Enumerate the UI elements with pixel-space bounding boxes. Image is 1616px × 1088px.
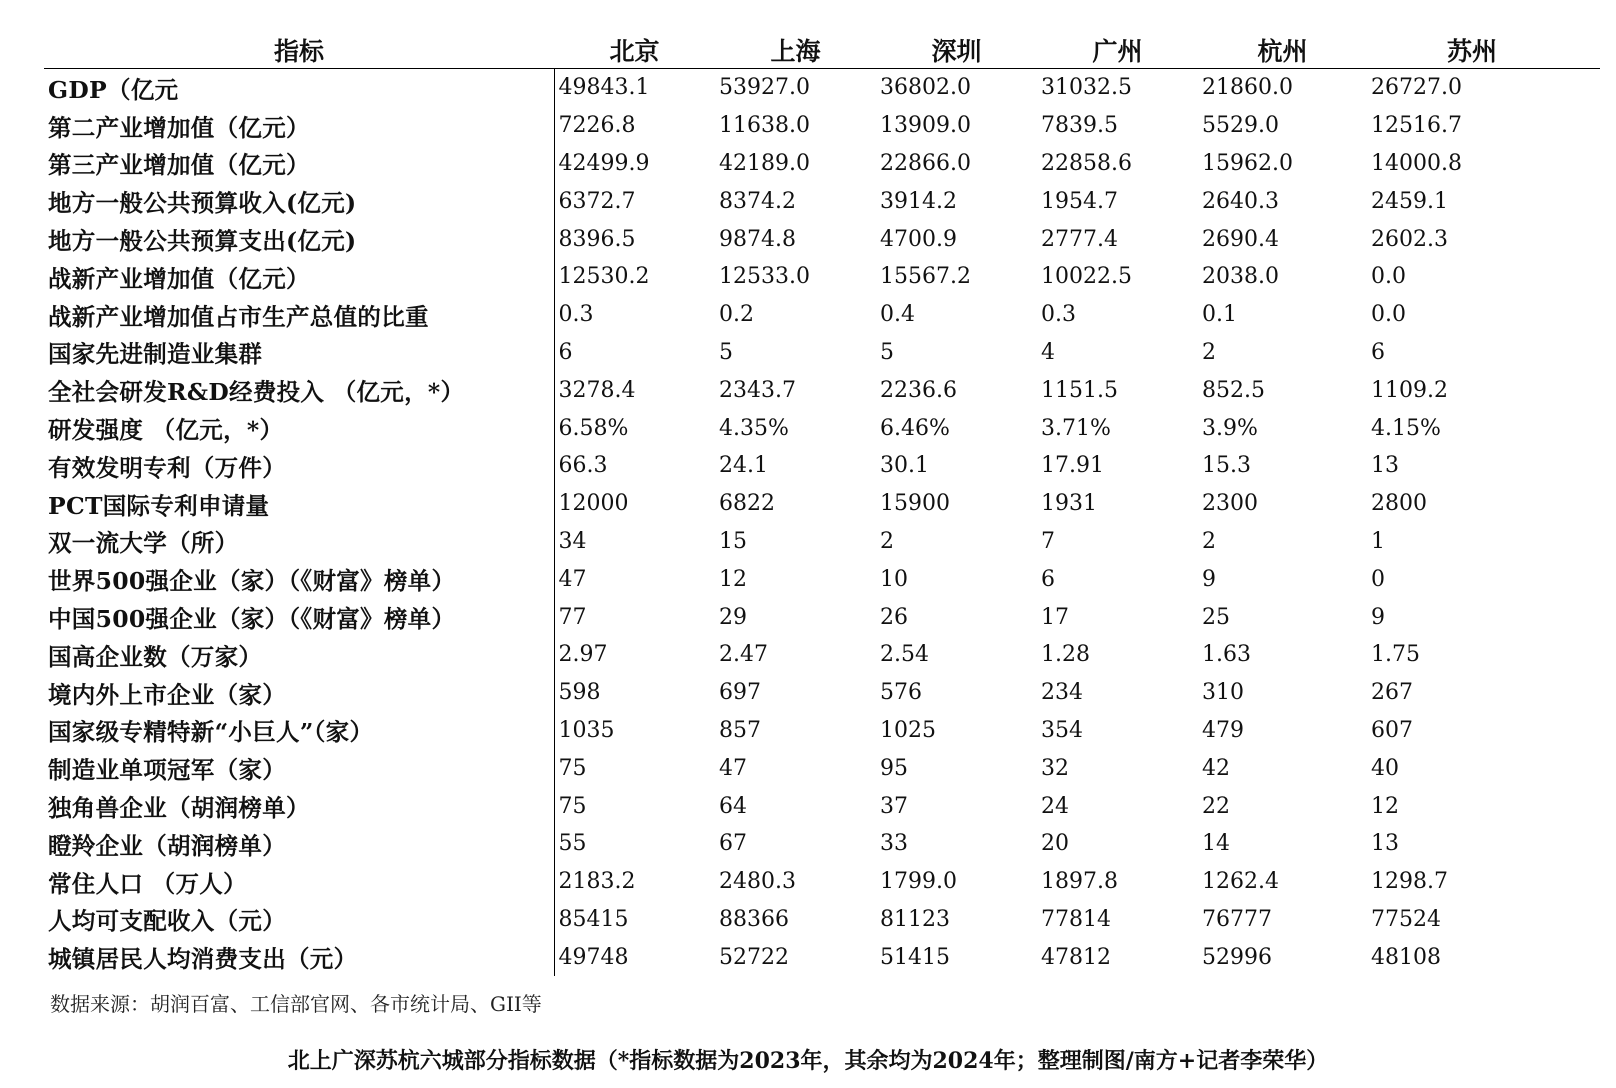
table-body — [44, 69, 1600, 977]
value-cell: 598 — [558, 680, 601, 706]
value-cell: 0.3 — [558, 302, 594, 328]
value-cell: 30.1 — [880, 453, 929, 479]
value-cell: 2.47 — [719, 642, 768, 668]
value-cell: 6 — [558, 339, 573, 365]
value-cell: 3.9% — [1202, 415, 1258, 441]
table-row — [44, 145, 1600, 183]
value-cell: 77 — [558, 604, 587, 630]
value-cell: 0.4 — [880, 302, 915, 328]
indicator-label: 瞪羚企业（胡润榜单） — [44, 825, 554, 863]
table-row — [44, 749, 1600, 787]
city-column-header: 北京 — [554, 32, 715, 69]
value-cell: 24.1 — [719, 453, 768, 479]
indicator-label: 地方一般公共预算收入(亿元) — [44, 182, 554, 220]
indicator-label: 世界500强企业（家）（《财富》榜单） — [44, 560, 554, 598]
value-cell: 9 — [1202, 566, 1216, 592]
value-cell: 8396.5 — [558, 226, 636, 252]
value-cell: 24 — [1041, 793, 1069, 819]
value-cell: 6.46% — [880, 415, 950, 441]
value-cell: 6 — [1041, 566, 1055, 592]
indicator-label: 独角兽企业（胡润榜单） — [44, 787, 554, 825]
value-cell: 2690.4 — [1202, 226, 1279, 252]
value-cell: 76777 — [1202, 906, 1272, 932]
value-cell: 20 — [1041, 831, 1069, 857]
value-cell: 14000.8 — [1371, 150, 1462, 176]
value-cell: 607 — [1371, 717, 1413, 743]
value-cell: 22858.6 — [1041, 150, 1132, 176]
value-cell: 75 — [558, 755, 587, 781]
value-cell: 15567.2 — [880, 264, 971, 290]
table-row — [44, 712, 1600, 750]
value-cell: 12533.0 — [719, 264, 810, 290]
value-cell: 2.97 — [558, 642, 608, 668]
value-cell: 0 — [1371, 566, 1385, 592]
value-cell: 66.3 — [558, 453, 608, 479]
table-row — [44, 938, 1600, 976]
value-cell: 5 — [880, 339, 894, 365]
table-row — [44, 371, 1600, 409]
value-cell: 2343.7 — [719, 377, 796, 403]
value-cell: 852.5 — [1202, 377, 1265, 403]
value-cell: 22866.0 — [880, 150, 971, 176]
value-cell: 0.3 — [1041, 302, 1076, 328]
value-cell: 234 — [1041, 680, 1083, 706]
indicator-label: 国高企业数（万家） — [44, 636, 554, 674]
value-cell: 1035 — [558, 717, 615, 743]
value-cell: 2 — [880, 528, 894, 554]
value-cell: 22 — [1202, 793, 1230, 819]
city-column-header: 广州 — [1037, 32, 1198, 69]
value-cell: 7226.8 — [558, 113, 636, 139]
indicator-label: 全社会研发R&D经费投入 （亿元，*） — [44, 371, 554, 409]
value-cell: 81123 — [880, 906, 950, 932]
figure-caption: 北上广深苏杭六城部分指标数据（*指标数据为2023年，其余均为2024年；整理制图/南方+记者李荣华） — [287, 1048, 1329, 1074]
value-cell: 2800 — [1371, 491, 1427, 517]
table-row — [44, 674, 1600, 712]
value-cell: 2777.4 — [1041, 226, 1118, 252]
table-row — [44, 787, 1600, 825]
indicator-label: 境内外上市企业（家） — [44, 674, 554, 712]
value-cell: 49748 — [558, 944, 629, 970]
table-row — [44, 69, 1600, 107]
value-cell: 15900 — [880, 491, 950, 517]
value-cell: 52996 — [1202, 944, 1272, 970]
value-cell: 15962.0 — [1202, 150, 1293, 176]
value-cell: 4 — [1041, 339, 1055, 365]
value-cell: 77814 — [1041, 906, 1111, 932]
value-cell: 1.63 — [1202, 642, 1251, 668]
table-row — [44, 560, 1600, 598]
value-cell: 2300 — [1202, 491, 1258, 517]
city-column-header: 杭州 — [1198, 32, 1367, 69]
indicator-label: 第二产业增加值（亿元） — [44, 107, 554, 145]
value-cell: 1954.7 — [1041, 188, 1118, 214]
table-row — [44, 485, 1600, 523]
city-column-header: 苏州 — [1367, 32, 1600, 69]
city-column-header: 上海 — [715, 32, 876, 69]
value-cell: 47 — [558, 566, 587, 592]
value-cell: 12530.2 — [558, 264, 650, 290]
table-row — [44, 182, 1600, 220]
indicator-label: 城镇居民人均消费支出（元） — [44, 938, 554, 976]
value-cell: 13 — [1371, 831, 1399, 857]
value-cell: 14 — [1202, 831, 1230, 857]
value-cell: 697 — [719, 680, 761, 706]
value-cell: 3914.2 — [880, 188, 957, 214]
value-cell: 15.3 — [1202, 453, 1251, 479]
indicator-column-header: 指标 — [44, 32, 554, 69]
value-cell: 31032.5 — [1041, 75, 1132, 101]
indicator-label: 人均可支配收入（元） — [44, 901, 554, 939]
value-cell: 576 — [880, 680, 922, 706]
value-cell: 25 — [1202, 604, 1230, 630]
value-cell: 1799.0 — [880, 869, 957, 895]
value-cell: 3278.4 — [558, 377, 636, 403]
value-cell: 33 — [880, 831, 908, 857]
table-row — [44, 863, 1600, 901]
value-cell: 0.1 — [1202, 302, 1237, 328]
value-cell: 42189.0 — [719, 150, 810, 176]
value-cell: 40 — [1371, 755, 1399, 781]
value-cell: 77524 — [1371, 906, 1441, 932]
table-row — [44, 636, 1600, 674]
value-cell: 1.28 — [1041, 642, 1090, 668]
value-cell: 26727.0 — [1371, 75, 1462, 101]
indicator-label: PCT国际专利申请量 — [44, 485, 554, 523]
value-cell: 13909.0 — [880, 113, 971, 139]
value-cell: 6 — [1371, 339, 1385, 365]
value-cell: 34 — [558, 528, 587, 554]
indicator-label: 第三产业增加值（亿元） — [44, 145, 554, 183]
value-cell: 2236.6 — [880, 377, 957, 403]
value-cell: 26 — [880, 604, 908, 630]
value-cell: 47 — [719, 755, 747, 781]
table-row — [44, 825, 1600, 863]
indicator-label: 研发强度 （亿元，*） — [44, 409, 554, 447]
value-cell: 2 — [1202, 339, 1216, 365]
value-cell: 310 — [1202, 680, 1244, 706]
table-row — [44, 523, 1600, 561]
value-cell: 21860.0 — [1202, 75, 1293, 101]
value-cell: 5529.0 — [1202, 113, 1279, 139]
value-cell: 0.2 — [719, 302, 754, 328]
table-row — [44, 296, 1600, 334]
value-cell: 47812 — [1041, 944, 1111, 970]
table-row — [44, 334, 1600, 372]
value-cell: 42 — [1202, 755, 1230, 781]
value-cell: 7 — [1041, 528, 1055, 554]
indicator-label: 国家先进制造业集群 — [44, 334, 554, 372]
value-cell: 9 — [1371, 604, 1385, 630]
value-cell: 2640.3 — [1202, 188, 1279, 214]
value-cell: 11638.0 — [719, 113, 810, 139]
value-cell: 1262.4 — [1202, 869, 1279, 895]
value-cell: 51415 — [880, 944, 950, 970]
value-cell: 354 — [1041, 717, 1083, 743]
data-source-note: 数据来源：胡润百富、工信部官网、各市统计局、GII等 — [50, 992, 542, 1016]
value-cell: 52722 — [719, 944, 789, 970]
value-cell: 67 — [719, 831, 747, 857]
table-row — [44, 447, 1600, 485]
indicator-label: 战新产业增加值（亿元） — [44, 258, 554, 296]
indicator-label: 战新产业增加值占市生产总值的比重 — [44, 296, 554, 334]
indicator-label: 常住人口 （万人） — [44, 863, 554, 901]
value-cell: 75 — [558, 793, 587, 819]
value-cell: 12 — [719, 566, 747, 592]
value-cell: 42499.9 — [558, 150, 650, 176]
value-cell: 85415 — [558, 906, 629, 932]
value-cell: 5 — [719, 339, 733, 365]
value-cell: 2.54 — [880, 642, 929, 668]
value-cell: 17 — [1041, 604, 1069, 630]
table-header-row — [44, 32, 1600, 69]
indicator-label: 双一流大学（所） — [44, 523, 554, 561]
value-cell: 10 — [880, 566, 908, 592]
value-cell: 13 — [1371, 453, 1399, 479]
value-cell: 1025 — [880, 717, 936, 743]
value-cell: 64 — [719, 793, 747, 819]
value-cell: 1151.5 — [1041, 377, 1118, 403]
value-cell: 29 — [719, 604, 747, 630]
value-cell: 15 — [719, 528, 747, 554]
value-cell: 1298.7 — [1371, 869, 1448, 895]
value-cell: 2480.3 — [719, 869, 796, 895]
value-cell: 2 — [1202, 528, 1216, 554]
table-row — [44, 258, 1600, 296]
value-cell: 12000 — [558, 491, 629, 517]
value-cell: 0.0 — [1371, 264, 1406, 290]
value-cell: 479 — [1202, 717, 1244, 743]
value-cell: 1897.8 — [1041, 869, 1118, 895]
value-cell: 12 — [1371, 793, 1399, 819]
value-cell: 1931 — [1041, 491, 1097, 517]
indicator-label: 中国500强企业（家）（《财富》榜单） — [44, 598, 554, 636]
indicator-label: 制造业单项冠军（家） — [44, 749, 554, 787]
value-cell: 267 — [1371, 680, 1413, 706]
value-cell: 1109.2 — [1371, 377, 1448, 403]
table-row — [44, 409, 1600, 447]
value-cell: 2459.1 — [1371, 188, 1448, 214]
value-cell: 4.35% — [719, 415, 789, 441]
value-cell: 36802.0 — [880, 75, 971, 101]
indicator-table — [44, 32, 1600, 976]
indicator-label: 地方一般公共预算支出(亿元) — [44, 220, 554, 258]
value-cell: 55 — [558, 831, 587, 857]
value-cell: 8374.2 — [719, 188, 796, 214]
table-row — [44, 220, 1600, 258]
indicator-label: 有效发明专利（万件） — [44, 447, 554, 485]
value-cell: 53927.0 — [719, 75, 810, 101]
value-cell: 2183.2 — [558, 869, 636, 895]
value-cell: 12516.7 — [1371, 113, 1462, 139]
value-cell: 6372.7 — [558, 188, 636, 214]
value-cell: 9874.8 — [719, 226, 796, 252]
value-cell: 88366 — [719, 906, 789, 932]
value-cell: 17.91 — [1041, 453, 1104, 479]
value-cell: 857 — [719, 717, 761, 743]
value-cell: 4700.9 — [880, 226, 957, 252]
value-cell: 1 — [1371, 528, 1385, 554]
value-cell: 49843.1 — [558, 75, 650, 101]
table-row — [44, 598, 1600, 636]
table-row — [44, 901, 1600, 939]
value-cell: 6822 — [719, 491, 775, 517]
value-cell: 10022.5 — [1041, 264, 1132, 290]
value-cell: 4.15% — [1371, 415, 1441, 441]
value-cell: 1.75 — [1371, 642, 1420, 668]
indicator-label: GDP（亿元 — [44, 69, 554, 107]
value-cell: 2602.3 — [1371, 226, 1448, 252]
value-cell: 32 — [1041, 755, 1069, 781]
indicator-label: 国家级专精特新“小巨人”（家） — [44, 712, 554, 750]
table-row — [44, 107, 1600, 145]
value-cell: 95 — [880, 755, 908, 781]
value-cell: 6.58% — [558, 415, 629, 441]
value-cell: 7839.5 — [1041, 113, 1118, 139]
value-cell: 0.0 — [1371, 302, 1406, 328]
value-cell: 48108 — [1371, 944, 1441, 970]
value-cell: 3.71% — [1041, 415, 1111, 441]
value-cell: 2038.0 — [1202, 264, 1279, 290]
value-cell: 37 — [880, 793, 908, 819]
city-column-header: 深圳 — [876, 32, 1037, 69]
